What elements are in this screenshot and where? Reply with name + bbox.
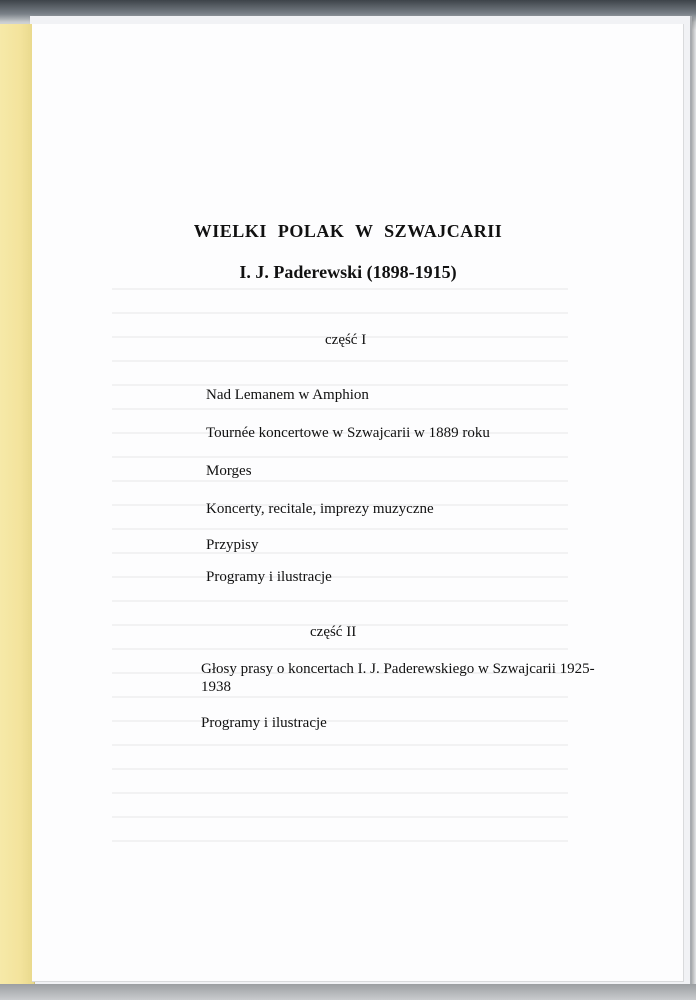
toc-item: Programy i ilustracje	[201, 715, 327, 731]
toc-item: Głosy prasy o koncertach I. J. Paderewskiego w Szwajcarii 1925-1938	[201, 661, 595, 695]
toc-item: Programy i ilustracje	[206, 569, 332, 585]
part-2-heading: część II	[310, 624, 357, 640]
document-title: WIELKI POLAK W SZWAJCARII	[193, 221, 503, 241]
toc-item: Przypisy	[206, 537, 259, 553]
toc-item: Morges	[206, 463, 252, 479]
toc-item: Nad Lemanem w Amphion	[206, 387, 369, 403]
document-subtitle: I. J. Paderewski (1898-1915)	[239, 262, 457, 282]
yellow-cover-edge	[0, 24, 35, 986]
scanner-bottom-edge	[0, 984, 696, 1000]
toc-item: Koncerty, recitale, imprezy muzyczne	[206, 501, 434, 517]
toc-item: Tournée koncertowe w Szwajcarii w 1889 roku	[206, 425, 490, 441]
part-1-heading: część I	[325, 332, 367, 348]
